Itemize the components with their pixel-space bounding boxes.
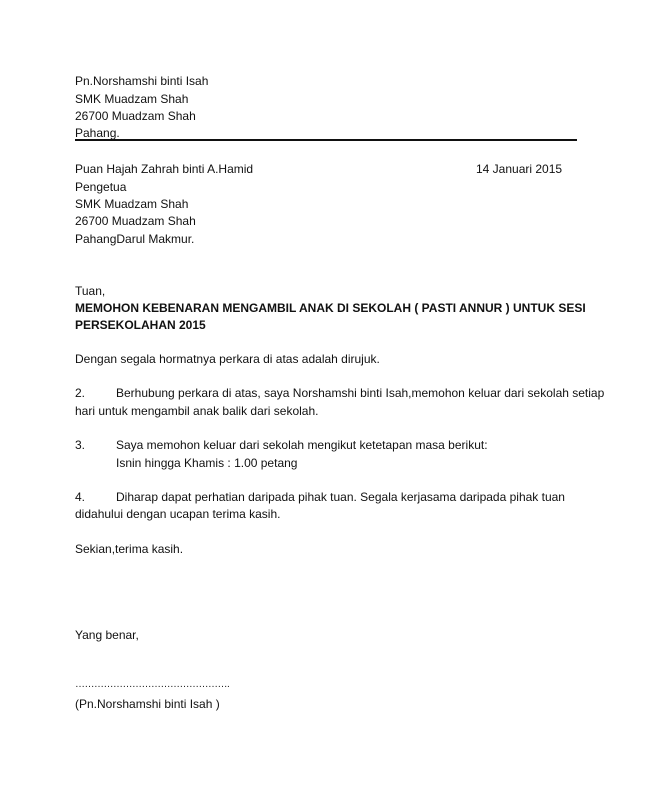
paragraph-3-line-2: Isnin hingga Khamis : 1.00 petang — [116, 456, 298, 470]
paragraph-3-line-1: Saya memohon keluar dari sekolah mengikut ketetapan masa berikut: — [116, 438, 488, 452]
paragraph-number: 4. — [75, 490, 86, 504]
salutation: Tuan, — [75, 284, 106, 298]
letter-date: 14 Januari 2015 — [476, 162, 563, 176]
closing-text: Sekian,terima kasih. — [75, 542, 184, 556]
sender-postcode-city: 26700 Muadzam Shah — [75, 109, 196, 123]
paragraph-4-line-1: Diharap dapat perhatian daripada pihak tuan. Segala kerjasama daripada pihak tuan — [116, 490, 565, 504]
recipient-postcode-city: 26700 Muadzam Shah — [75, 214, 196, 228]
signature-line: …………………………………………. — [75, 679, 230, 690]
header-divider — [75, 139, 577, 141]
recipient-school: SMK Muadzam Shah — [75, 197, 189, 211]
subject-line-1: MEMOHON KEBENARAN MENGAMBIL ANAK DI SEKOLAH ( PASTI ANNUR ) UNTUK SESI — [75, 301, 586, 315]
paragraph-2-line-1: Berhubung perkara di atas, saya Norshamshi binti Isah,memohon keluar dari sekolah setiap — [116, 386, 605, 400]
signoff-text: Yang benar, — [75, 628, 139, 642]
sender-state: Pahang. — [75, 126, 120, 140]
subject-line-2: PERSEKOLAHAN 2015 — [75, 318, 206, 332]
signature-name: (Pn.Norshamshi binti Isah ) — [75, 697, 220, 711]
paragraph-4-line-2: didahului dengan ucapan terima kasih. — [75, 507, 281, 521]
sender-school: SMK Muadzam Shah — [75, 92, 189, 106]
recipient-title: Pengetua — [75, 180, 127, 194]
recipient-state: PahangDarul Makmur. — [75, 232, 195, 246]
intro-text: Dengan segala hormatnya perkara di atas adalah dirujuk. — [75, 352, 380, 366]
paragraph-number: 3. — [75, 438, 86, 452]
recipient-name: Puan Hajah Zahrah binti A.Hamid — [75, 162, 254, 176]
sender-name: Pn.Norshamshi binti Isah — [75, 74, 209, 88]
paragraph-number: 2. — [75, 386, 86, 400]
paragraph-2-line-2: hari untuk mengambil anak balik dari sekolah. — [75, 404, 319, 418]
